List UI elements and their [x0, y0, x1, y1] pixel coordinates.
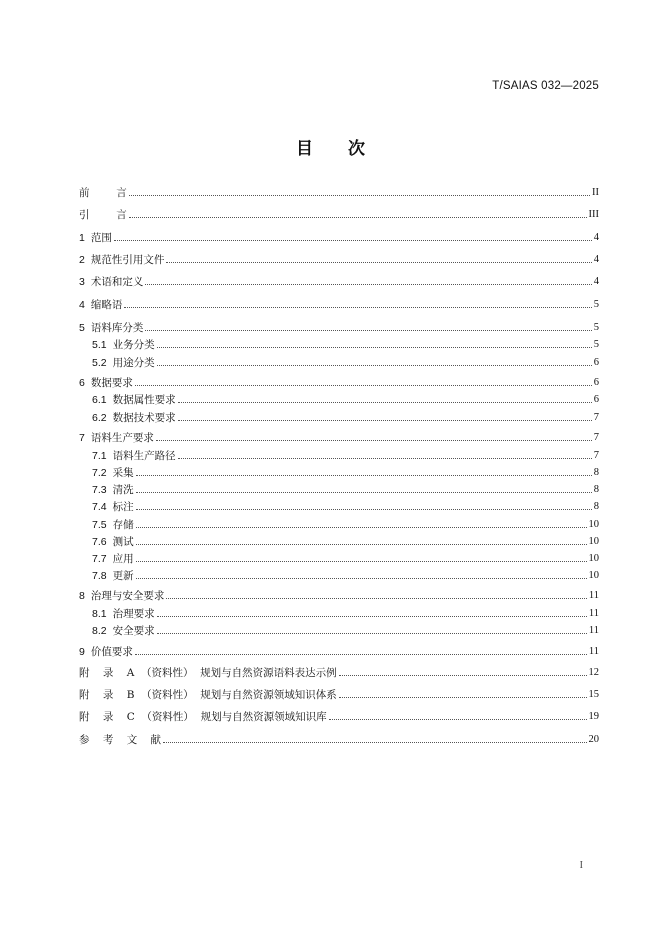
toc-entry-page: 10 [588, 536, 599, 547]
toc-entry-label [79, 689, 337, 701]
toc-entry[interactable] [79, 586, 599, 602]
toc-entry-label [79, 377, 133, 389]
dot-leader [157, 365, 592, 366]
toc-entry-text: 引 言 [79, 209, 127, 221]
toc-entry-number: 5 [79, 322, 85, 334]
toc-entry-label [79, 667, 337, 679]
dot-leader [145, 284, 591, 285]
toc-entry-page: 11 [588, 590, 599, 601]
toc-entry-page: 5 [593, 299, 599, 310]
toc-entry-text: 业务分类 [112, 339, 155, 351]
toc-entry-text: 前 言 [79, 187, 127, 199]
toc-entry-page: 10 [588, 519, 599, 530]
toc-entry-number: 7.7 [92, 553, 107, 565]
dot-leader [166, 598, 587, 599]
toc-entry-text: 范围 [90, 232, 112, 244]
toc-entry-page: 4 [593, 232, 599, 243]
toc-entry[interactable] [79, 497, 599, 513]
toc-entry[interactable] [79, 318, 599, 334]
toc-entry-page: 8 [593, 484, 599, 495]
toc-entry-page: 8 [593, 467, 599, 478]
dot-leader [136, 544, 587, 545]
toc-entry-number: 6.1 [92, 394, 107, 406]
toc-entry-number: 5.2 [92, 357, 107, 369]
toc-entry-label [79, 322, 143, 334]
dot-leader [136, 561, 587, 562]
toc-entry-number: 7.8 [92, 570, 107, 582]
toc-entry-label [79, 608, 155, 620]
toc-entry-page: 10 [588, 553, 599, 564]
toc-entry[interactable] [79, 250, 599, 266]
toc-entry-text: 附 录 A （资料性） 规划与自然资源语料表达示例 [79, 667, 337, 679]
toc-entry-text: 语料生产路径 [112, 450, 176, 462]
toc-entry-page: 7 [593, 432, 599, 443]
dot-leader [136, 578, 587, 579]
toc-entry-label [79, 232, 112, 244]
toc-entry-label [79, 357, 155, 369]
toc-entry-text: 更新 [112, 570, 134, 582]
dot-leader [129, 195, 590, 196]
toc-entry-text: 语料库分类 [90, 322, 144, 334]
toc-entry-text: 用途分类 [112, 357, 155, 369]
title-char-2: 次 [348, 139, 366, 159]
dot-leader [163, 742, 586, 743]
toc-entry[interactable] [79, 228, 599, 244]
toc-entry[interactable] [79, 532, 599, 548]
toc-entry-page: 11 [588, 646, 599, 657]
toc-entry-label [79, 450, 176, 462]
toc-entry[interactable] [79, 515, 599, 531]
toc-entry-number: 5.1 [92, 339, 107, 351]
toc-entry-label [79, 625, 155, 637]
toc-entry-label [79, 394, 176, 406]
dot-leader [124, 307, 591, 308]
toc-entry-text: 附 录 B （资料性） 规划与自然资源领域知识体系 [79, 689, 337, 701]
toc-entry[interactable] [79, 390, 599, 406]
toc-entry-label [79, 484, 134, 496]
toc-entry-page: 20 [588, 734, 599, 745]
toc-entry-text: 存储 [112, 519, 134, 531]
toc-entry-number: 7.1 [92, 450, 107, 462]
toc-entry-text: 价值要求 [90, 646, 133, 658]
toc-entry-label [79, 501, 134, 513]
toc-entry-number: 7.5 [92, 519, 107, 531]
toc-entry-text: 参 考 文 献 [79, 734, 162, 746]
toc-entry-text: 规范性引用文件 [90, 254, 165, 266]
dot-leader [136, 509, 592, 510]
toc-entry-label [79, 590, 164, 602]
toc-entry-page: 15 [588, 689, 599, 700]
toc-entry-number: 1 [79, 232, 85, 244]
toc-entry-number: 8.2 [92, 625, 107, 637]
toc-entry-number: 7.3 [92, 484, 107, 496]
dot-leader [136, 492, 592, 493]
toc-entry[interactable] [79, 353, 599, 369]
toc-entry-page: III [588, 209, 599, 220]
toc-entry-label [79, 412, 176, 424]
toc-entry-label [79, 553, 134, 565]
toc-entry-text: 缩略语 [90, 299, 123, 311]
toc-entry[interactable] [79, 446, 599, 462]
dot-leader [145, 330, 591, 331]
toc-entry-label [79, 276, 143, 288]
toc-entry[interactable] [79, 642, 599, 658]
dot-leader [178, 402, 592, 403]
toc-entry-label [79, 646, 133, 658]
toc-entry[interactable] [79, 373, 599, 389]
toc-entry-page: 10 [588, 570, 599, 581]
toc-entry-number: 7.4 [92, 501, 107, 513]
toc-entry[interactable] [79, 707, 599, 723]
toc-entry-page: 12 [588, 667, 599, 678]
toc-entry-label [79, 570, 134, 582]
toc-entry-number: 3 [79, 276, 85, 288]
toc-entry-text: 应用 [112, 553, 134, 565]
toc-entry[interactable] [79, 566, 599, 582]
toc-entry-page: 11 [588, 625, 599, 636]
toc-entry[interactable] [79, 730, 599, 746]
toc-entry-label [79, 536, 134, 548]
dot-leader [129, 217, 587, 218]
dot-leader [135, 654, 587, 655]
toc-entry-page: 6 [593, 377, 599, 388]
toc-entry-text: 附 录 C （资料性） 规划与自然资源领域知识库 [79, 711, 327, 723]
toc-entry[interactable] [79, 295, 599, 311]
dot-leader [136, 527, 587, 528]
dot-leader [178, 420, 592, 421]
toc-entry-number: 6.2 [92, 412, 107, 424]
toc-entry-text: 数据要求 [90, 377, 133, 389]
toc-entry-label [79, 734, 161, 746]
toc-entry-label [79, 209, 127, 221]
toc-entry[interactable] [79, 183, 599, 199]
toc-entry-label [79, 467, 134, 479]
toc-entry-number: 8 [79, 590, 85, 602]
dot-leader [339, 675, 587, 676]
toc-entry[interactable] [79, 480, 599, 496]
toc-entry-number: 4 [79, 299, 85, 311]
toc-entry-page: 8 [593, 501, 599, 512]
toc-entry-text: 治理要求 [112, 608, 155, 620]
toc-entry-text: 语料生产要求 [90, 432, 154, 444]
dot-leader [114, 240, 592, 241]
toc-entry[interactable] [79, 549, 599, 565]
toc-entry-text: 测试 [112, 536, 134, 548]
toc-entry-number: 2 [79, 254, 85, 266]
toc-entry-text: 安全要求 [112, 625, 155, 637]
dot-leader [157, 616, 587, 617]
dot-leader [157, 347, 592, 348]
toc-entry[interactable] [79, 428, 599, 444]
toc-entry-label [79, 299, 122, 311]
toc-entry-label [79, 254, 164, 266]
toc-entry-page: 4 [593, 276, 599, 287]
toc-entry-label [79, 711, 327, 723]
toc-entry[interactable] [79, 205, 599, 221]
dot-leader [339, 697, 587, 698]
title-char-1: 目 [296, 139, 314, 159]
toc-entry-text: 采集 [112, 467, 134, 479]
toc-entry-text: 术语和定义 [90, 276, 144, 288]
toc-entry[interactable] [79, 272, 599, 288]
document-code: T/SAIAS 032—2025 [492, 80, 599, 92]
toc-entry-text: 数据属性要求 [112, 394, 176, 406]
dot-leader [135, 385, 592, 386]
dot-leader [166, 262, 591, 263]
toc-entry-text: 数据技术要求 [112, 412, 176, 424]
toc-entry-number: 7.2 [92, 467, 107, 479]
toc-entry-label [79, 432, 154, 444]
toc-entry-number: 7.6 [92, 536, 107, 548]
toc-entry-text: 治理与安全要求 [90, 590, 165, 602]
toc-entry-label [79, 187, 127, 199]
toc-entry-label [79, 339, 155, 351]
page-title [0, 134, 662, 159]
toc-entry-page: 7 [593, 412, 599, 423]
toc-entry-number: 7 [79, 432, 85, 444]
toc-entry-page: 11 [588, 608, 599, 619]
toc-entry-page: 19 [588, 711, 599, 722]
toc-entry[interactable] [79, 604, 599, 620]
toc-entry[interactable] [79, 408, 599, 424]
toc-entry-number: 6 [79, 377, 85, 389]
toc-entry[interactable] [79, 663, 599, 679]
toc-entry[interactable] [79, 685, 599, 701]
toc-entry-page: 6 [593, 357, 599, 368]
toc-entry-page: II [592, 187, 599, 198]
toc-entry[interactable] [79, 335, 599, 351]
toc-entry-page: 5 [593, 322, 599, 333]
toc-entry-number: 8.1 [92, 608, 107, 620]
toc-entry-number: 9 [79, 646, 85, 658]
dot-leader [329, 719, 587, 720]
dot-leader [136, 475, 592, 476]
dot-leader [178, 458, 592, 459]
toc-entry[interactable] [79, 463, 599, 479]
toc-entry-page: 4 [593, 254, 599, 265]
dot-leader [157, 633, 587, 634]
toc-entry-label [79, 519, 134, 531]
toc-entry-text: 清洗 [112, 484, 134, 496]
toc-entry[interactable] [79, 621, 599, 637]
page-number: I [579, 860, 583, 871]
toc-entry-text: 标注 [112, 501, 134, 513]
toc-entry-page: 6 [593, 394, 599, 405]
toc-entry-page: 5 [593, 339, 599, 350]
dot-leader [156, 440, 592, 441]
toc-entry-page: 7 [593, 450, 599, 461]
